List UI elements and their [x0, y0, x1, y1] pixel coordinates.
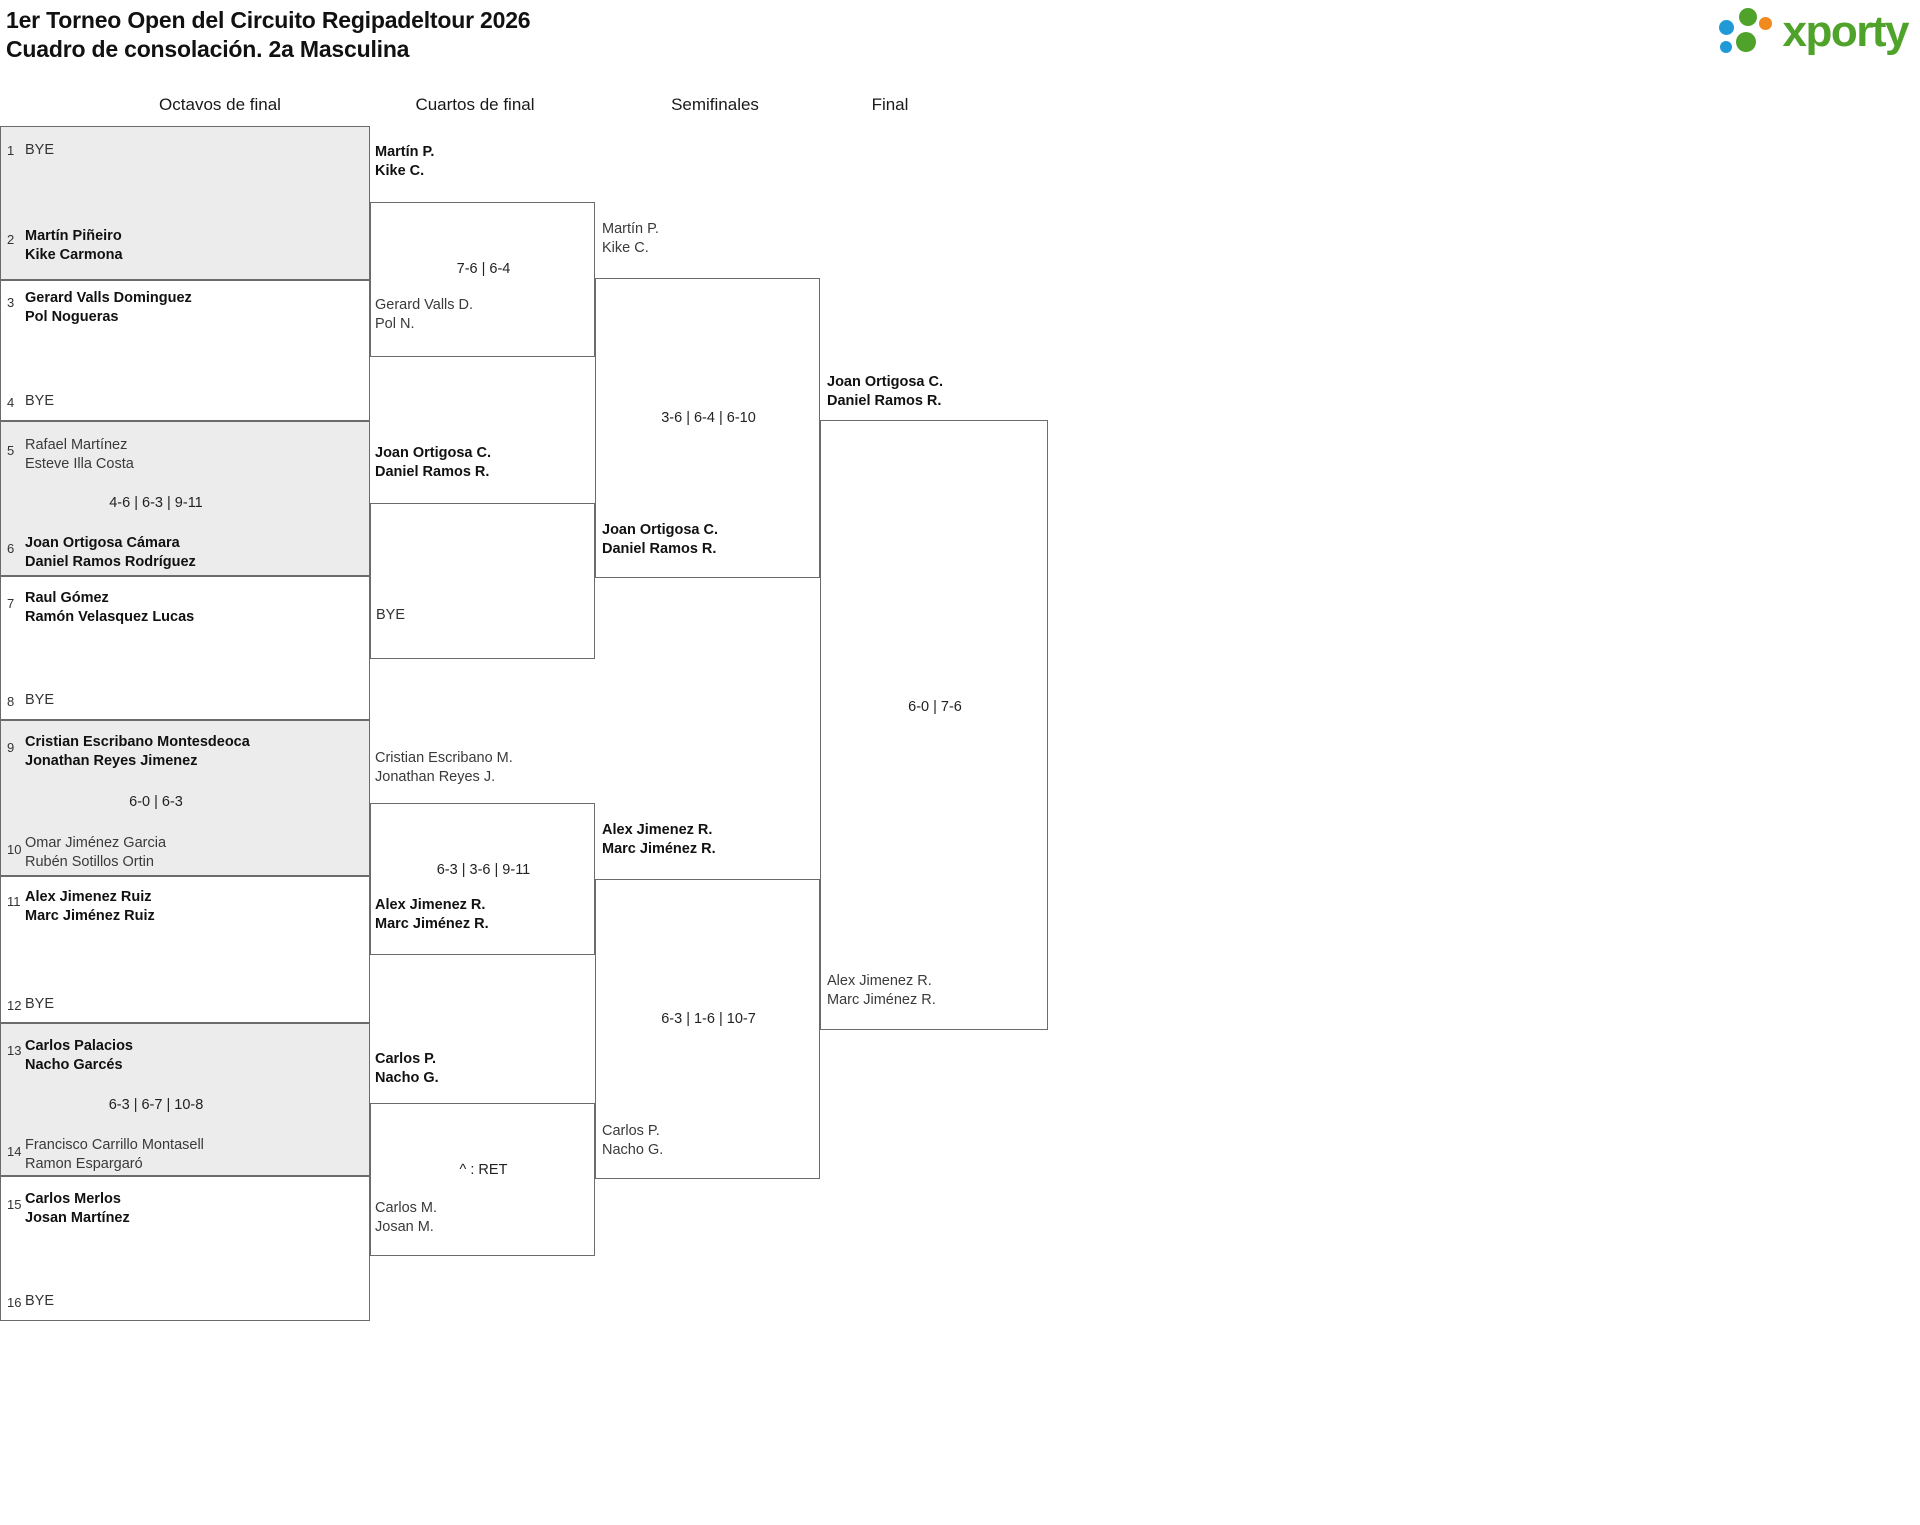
seed-number: 3: [7, 295, 15, 310]
seed-number: 16: [7, 1295, 22, 1310]
r16-m3-score: 4-6 | 6-3 | 9-11: [109, 495, 203, 511]
qf-m4-p2-line2: Josan M.: [375, 1219, 434, 1235]
seed-number: 9: [7, 740, 15, 755]
qf-m2-p1-line2: Daniel Ramos R.: [375, 464, 490, 480]
qf-m2-p1-line1: Joan Ortigosa C.: [375, 445, 492, 461]
final-p2-line2: Marc Jiménez R.: [827, 992, 936, 1008]
sf-m2-p1-line2: Marc Jiménez R.: [602, 841, 716, 857]
seed-number: 7: [7, 596, 15, 611]
qf-m4-p2-line1: Carlos M.: [375, 1200, 438, 1216]
sf-m1-p1-line2: Kike C.: [602, 240, 649, 256]
qf-m1-p2-line2: Pol N.: [375, 316, 415, 332]
sf-m1-p2-line2: Daniel Ramos R.: [602, 541, 717, 557]
r16-m8-p2: BYE: [25, 1293, 55, 1309]
qf-m3-score: 6-3 | 3-6 | 9-11: [436, 862, 531, 878]
qf-m1-p2-line1: Gerard Valls D.: [375, 297, 474, 313]
seed-number: 13: [7, 1043, 22, 1058]
r16-match-4[interactable]: [0, 576, 370, 720]
final-p1-line1: Joan Ortigosa C.: [827, 374, 944, 390]
r16-match-2[interactable]: [0, 280, 370, 421]
r16-m1-p2-line2: Kike Carmona: [25, 247, 123, 263]
r16-m6-p2: BYE: [25, 996, 55, 1012]
sf-m1-score: 3-6 | 6-4 | 6-10: [661, 410, 756, 426]
r16-m3-p1-line2: Esteve Illa Costa: [25, 456, 134, 472]
sf-m2-p2-line1: Carlos P.: [602, 1123, 660, 1139]
sf-m1-p2-line1: Joan Ortigosa C.: [602, 522, 719, 538]
round-header-cuartos: Cuartos de final: [415, 95, 535, 114]
qf-m3-p1-line1: Cristian Escribano M.: [375, 750, 513, 766]
final-p2-line1: Alex Jimenez R.: [827, 973, 932, 989]
r16-m4-p1-line1: Raul Gómez: [25, 590, 109, 606]
r16-m2-p1-line2: Pol Nogueras: [25, 309, 119, 325]
r16-m7-p2-line1: Francisco Carrillo Montasell: [25, 1137, 204, 1153]
r16-match-7[interactable]: [0, 1023, 370, 1176]
round-header-final: Final: [871, 95, 909, 114]
r16-m5-p1-line1: Cristian Escribano Montesdeoca: [25, 734, 250, 750]
qf-m1-score: 7-6 | 6-4: [456, 261, 511, 277]
r16-match-3[interactable]: [0, 421, 370, 576]
final-match[interactable]: [820, 420, 1048, 1030]
qf-m4-p1-line1: Carlos P.: [375, 1051, 436, 1067]
sf-m1-p1-line1: Martín P.: [602, 221, 659, 237]
r16-m3-p2-line1: Joan Ortigosa Cámara: [25, 535, 180, 551]
round-header-octavos: Octavos de final: [159, 95, 281, 114]
qf-m4-p1-line2: Nacho G.: [375, 1070, 439, 1086]
r16-match-8[interactable]: [0, 1176, 370, 1321]
seed-number: 4: [7, 395, 15, 410]
page-title: [6, 6, 906, 64]
r16-m5-p2-line2: Rubén Sotillos Ortin: [25, 854, 154, 870]
r16-m6-p1-line2: Marc Jiménez Ruiz: [25, 908, 155, 924]
r16-m7-score: 6-3 | 6-7 | 10-8: [108, 1097, 204, 1113]
sf-m2-p2-line2: Nacho G.: [602, 1142, 664, 1158]
final-score: 6-0 | 7-6: [908, 699, 962, 715]
r16-m2-p1-line1: Gerard Valls Dominguez: [25, 290, 192, 306]
qf-m1-p1-line2: Kike C.: [375, 163, 425, 179]
seed-number: 10: [7, 842, 22, 857]
qf-match-2[interactable]: [370, 503, 595, 659]
seed-number: 5: [7, 443, 15, 458]
r16-m5-p2-line1: Omar Jiménez Garcia: [25, 835, 167, 851]
seed-number: 11: [7, 894, 21, 909]
sf-m2-score: 6-3 | 1-6 | 10-7: [661, 1011, 756, 1027]
r16-m3-p2-line2: Daniel Ramos Rodríguez: [25, 554, 196, 570]
tournament-name: 1er Torneo Open del Circuito Regipadeltour 2026: [6, 7, 531, 33]
r16-match-5[interactable]: [0, 720, 370, 876]
r16-m7-p1-line2: Nacho Garcés: [25, 1057, 123, 1073]
r16-m6-p1-line1: Alex Jimenez Ruiz: [25, 889, 152, 905]
seed-number: 1: [7, 143, 15, 158]
seed-number: 14: [7, 1144, 22, 1159]
bracket-subtitle: Cuadro de consolación. 2a Masculina: [6, 36, 410, 62]
logo-wordmark: xporty: [1782, 7, 1908, 56]
r16-match-1[interactable]: [0, 126, 370, 280]
r16-m7-p2-line2: Ramon Espargaró: [25, 1156, 143, 1172]
r16-m8-p1-line2: Josan Martínez: [25, 1210, 130, 1226]
r16-match-6[interactable]: [0, 876, 370, 1023]
r16-m8-p1-line1: Carlos Merlos: [25, 1191, 121, 1207]
xporty-logo: [1719, 8, 1908, 56]
r16-m2-p2: BYE: [25, 393, 55, 409]
seed-number: 15: [7, 1197, 22, 1212]
qf-m2-p2: BYE: [376, 607, 406, 623]
seed-number: 8: [7, 694, 15, 709]
r16-m4-p1-line2: Ramón Velasquez Lucas: [25, 609, 195, 625]
sf-m2-p1-line1: Alex Jimenez R.: [602, 822, 713, 838]
logo-dots-icon: [1719, 8, 1775, 56]
qf-m4-score: ^ : RET: [459, 1162, 508, 1178]
r16-m1-p1: BYE: [25, 142, 55, 158]
r16-m1-p2-line1: Martín Piñeiro: [25, 228, 122, 244]
final-p1-line2: Daniel Ramos R.: [827, 393, 942, 409]
r16-m5-score: 6-0 | 6-3: [129, 794, 183, 810]
round-header-semifinales: Semifinales: [671, 95, 759, 114]
seed-number: 2: [7, 232, 15, 247]
r16-m7-p1-line1: Carlos Palacios: [25, 1038, 133, 1054]
seed-number: 6: [7, 541, 15, 556]
seed-number: 12: [7, 998, 22, 1013]
qf-m3-p2-line2: Marc Jiménez R.: [375, 916, 489, 932]
qf-m1-p1-line1: Martín P.: [375, 144, 435, 160]
r16-m3-p1-line1: Rafael Martínez: [25, 437, 128, 453]
qf-m3-p1-line2: Jonathan Reyes J.: [375, 769, 496, 785]
r16-m5-p1-line2: Jonathan Reyes Jimenez: [25, 753, 198, 769]
qf-m3-p2-line1: Alex Jimenez R.: [375, 897, 486, 913]
r16-m4-p2: BYE: [25, 692, 55, 708]
